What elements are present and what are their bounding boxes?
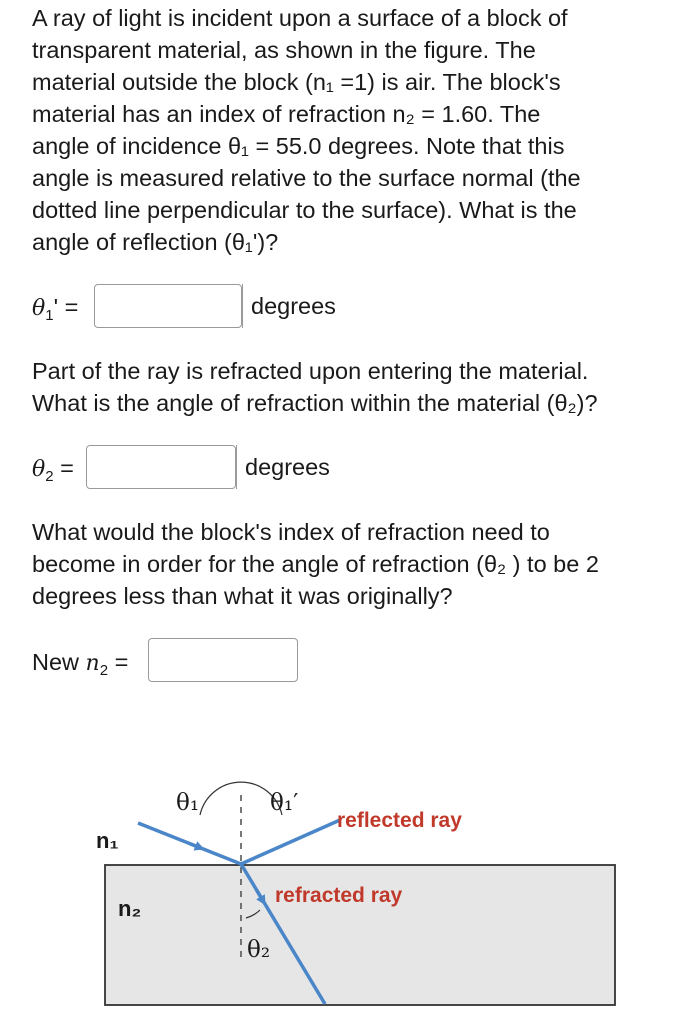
question-line: What would the block's index of refraction need to xyxy=(32,519,550,545)
incident-ray xyxy=(138,823,241,864)
question-line: What is the angle of refraction within the material (θ₂)? xyxy=(32,390,598,416)
theta2-fig-label: θ₂ xyxy=(247,937,271,963)
intro-line: angle of reflection (θ₁')? xyxy=(32,229,279,255)
incident-arrow xyxy=(190,844,200,848)
refracted-ray-label: refracted ray xyxy=(275,884,403,907)
refraction-angle-unit: degrees xyxy=(236,445,330,489)
intro-line: A ray of light is incident upon a surface of a block of xyxy=(32,5,568,31)
reflection-angle-input[interactable] xyxy=(94,284,242,328)
theta1-label: θ₁ xyxy=(176,790,200,816)
new-n2-label: New $n_2$ = xyxy=(32,649,129,679)
question-line: become in order for the angle of refraction (θ₂ ) to be 2 xyxy=(32,551,599,577)
new-n2-input[interactable] xyxy=(148,638,298,682)
reflected-ray-label: reflected ray xyxy=(337,809,462,832)
intro-line: material has an index of refraction n₂ = 1.60. The xyxy=(32,101,541,127)
reflected-ray xyxy=(241,820,340,864)
intro-line: transparent material, as shown in the figure. The xyxy=(32,37,536,63)
refraction-diagram xyxy=(0,760,688,1024)
intro-line: angle of incidence θ₁ = 55.0 degrees. Note that this xyxy=(32,133,565,159)
refraction-angle-input[interactable] xyxy=(86,445,236,489)
question-line: degrees less than what it was originally? xyxy=(32,583,453,609)
theta1-prime-fig-label: θ₁′ xyxy=(270,790,299,816)
intro-line: dotted line perpendicular to the surface). What is the xyxy=(32,197,577,223)
theta1-prime-label: $\theta_1'$ = xyxy=(32,294,79,324)
intro-line: angle is measured relative to the surface normal (the xyxy=(32,165,581,191)
n2-label: n₂ xyxy=(118,896,142,921)
reflection-angle-unit: degrees xyxy=(242,284,336,328)
question-line: Part of the ray is refracted upon entering the material. xyxy=(32,358,589,384)
theta2-label: $\theta_2$ = xyxy=(32,455,74,485)
n1-label: n₁ xyxy=(96,828,119,853)
intro-line: material outside the block (n₁ =1) is air. The block's xyxy=(32,69,561,95)
